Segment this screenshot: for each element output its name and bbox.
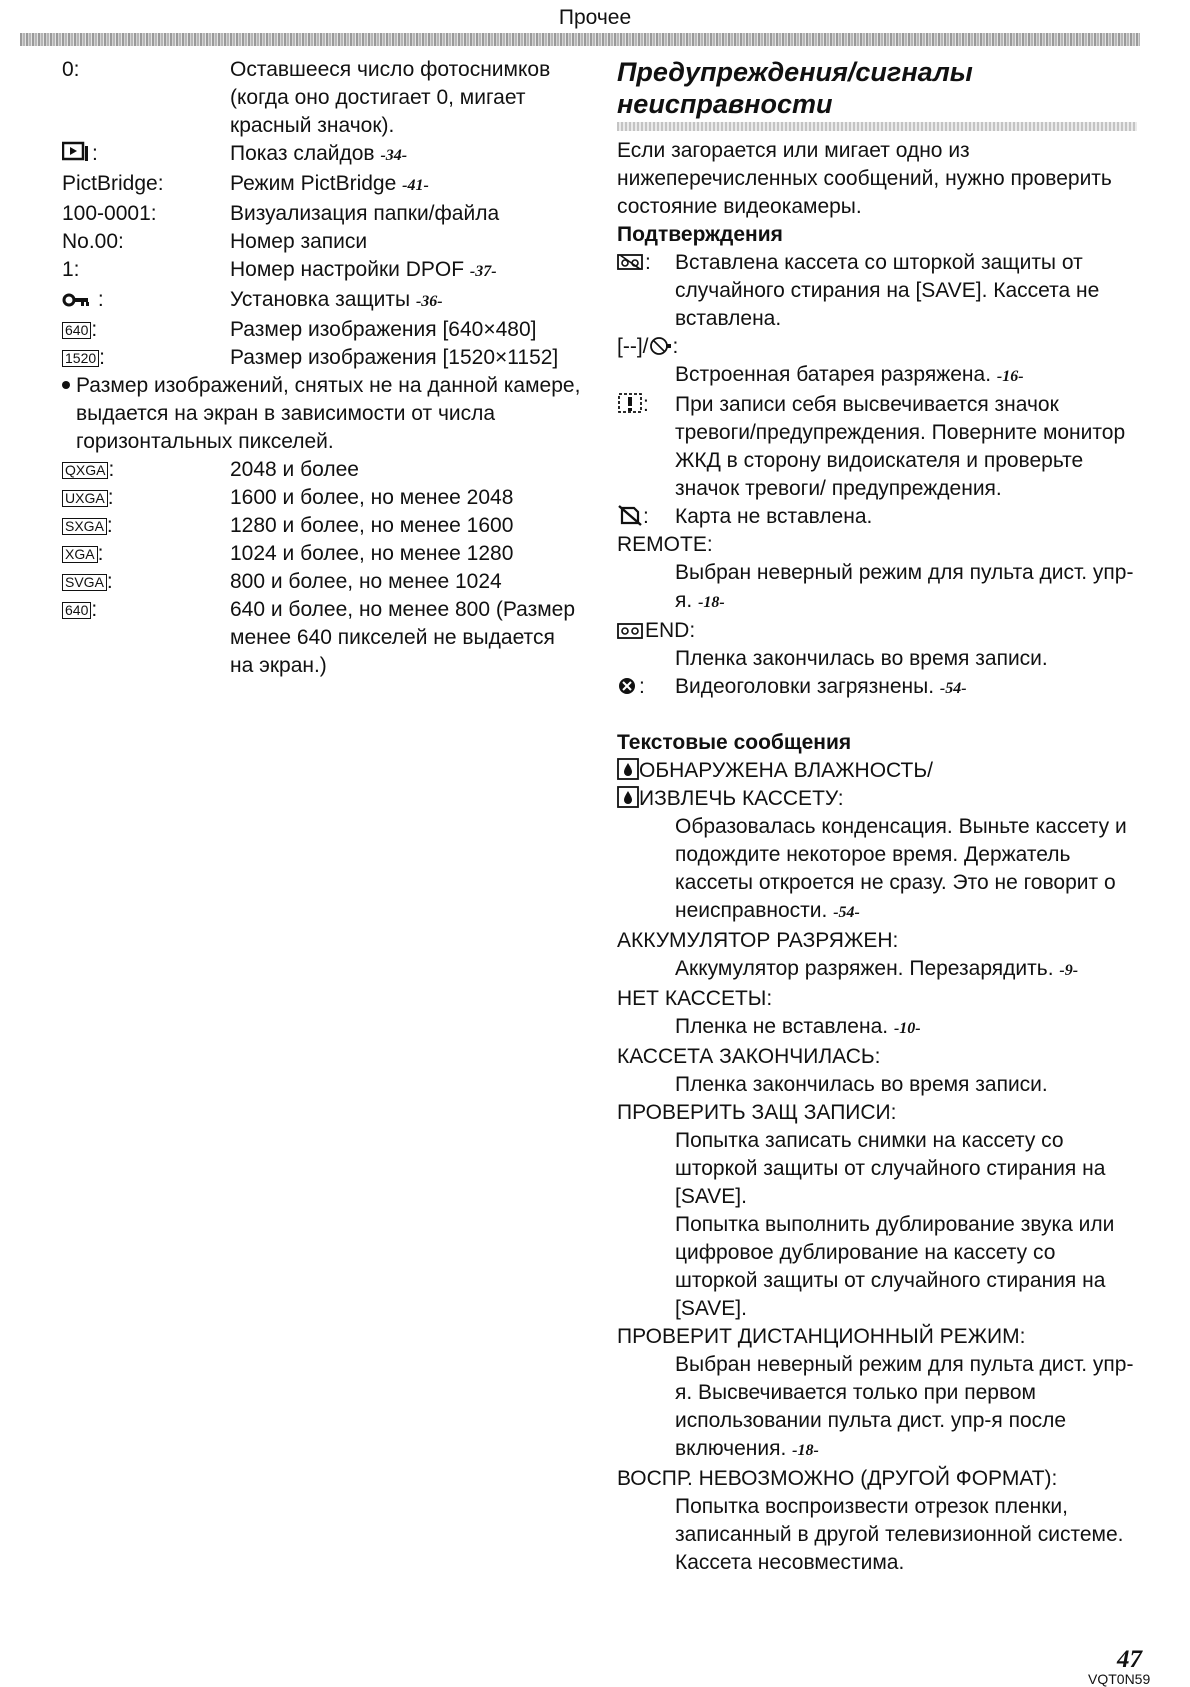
tape-icon — [617, 622, 645, 640]
list-item: : Вставлена кассета со шторкой защиты от случайного стирания на [SAVE]. Кассета не вставлена. — [617, 249, 1137, 333]
list-item: SXGA : 1280 и более, но менее 1600 — [62, 512, 582, 540]
list-item: АККУМУЛЯТОР РАЗРЯЖЕН: Аккумулятор разряжен. Перезарядить. -9- — [617, 929, 1079, 980]
list-item: END: Пленка закончилась во время записи. — [617, 617, 1137, 673]
warning-icon — [617, 392, 643, 414]
intro-paragraph: Если загорается или мигает одно из нижеперечисленных сообщений, нужно проверить состояние видеокамеры. — [617, 139, 1112, 218]
size-1520-icon: 1520 — [62, 350, 99, 367]
list-item: UXGA : 1600 и более, но менее 2048 — [62, 484, 582, 512]
xga-icon: XGA — [62, 546, 98, 563]
size-640-icon: 640 — [62, 602, 91, 619]
page-header-title: Прочее — [558, 6, 632, 29]
title-band — [617, 122, 1137, 131]
list-item: 640 : 640 и более, но менее 800 (Размер менее 640 пикселей не выдается на экран.) — [62, 596, 582, 680]
list-item: : Карта не вставлена. — [617, 503, 1137, 531]
list-item: 1: Номер настройки DPOF -37- — [62, 258, 497, 281]
confirm-heading: Подтверждения — [617, 223, 783, 246]
list-item: REMOTE: Выбран неверный режим для пульта дист. упр-я. -18- — [617, 533, 1134, 612]
list-item: 1520 : Размер изображения [1520×1152] — [62, 344, 582, 372]
section-title: Предупреждения/сигналы неисправности — [617, 57, 973, 119]
battery-warning-icon — [649, 336, 673, 356]
list-item: 100-0001: Визуализация папки/файла — [62, 202, 500, 225]
list-item: ПРОВЕРИТЬ ЗАЩ ЗАПИСИ: Попытка записать снимки на кассету со шторкой защиты от случайного стирания на [SAVE]. Попытка выполнить дублирование звука или цифровое дублирование на кассету со шторкой защиты от случайного стирания на [SAVE]. — [617, 1101, 1115, 1320]
list-item: ПРОВЕРИТ ДИСТАНЦИОННЫЙ РЕЖИМ: Выбран неверный режим для пульта дист. упр-я. Высвечивается только при первом использовании пульта дист. упр-я после включения. -18- — [617, 1325, 1134, 1460]
list-item: : Показ слайдов -34- — [62, 140, 582, 170]
key-icon — [62, 291, 92, 309]
svga-icon: SVGA — [62, 574, 107, 591]
header-band — [20, 33, 1140, 46]
humidity-icon — [617, 786, 639, 808]
list-item: : Видеоголовки загрязнены. -54- — [617, 673, 1137, 703]
list-item: : При записи себя высвечивается значок тревоги/предупреждения. Поверните монитор ЖКД в сторону видоискателя и проверьте значок тревоги/ предупреждения. — [617, 391, 1137, 503]
sxga-icon: SXGA — [62, 518, 107, 535]
document-code: VQT0N59 — [1088, 1671, 1151, 1687]
list-item: [--]/ : Встроенная батарея разряжена. -16- — [617, 335, 1024, 386]
size-640-icon: 640 — [62, 322, 91, 339]
list-item: ОБНАРУЖЕНА ВЛАЖНОСТЬ/ ИЗВЛЕЧЬ КАССЕТУ: Образовалась конденсация. Выньте кассету и подождите некоторое время. Держатель кассеты откроется не сразу. Это не говорит о неисправности. -54- — [617, 757, 1137, 927]
list-item: 640 : Размер изображения [640×480] — [62, 316, 582, 344]
uxga-icon: UXGA — [62, 490, 108, 507]
qxga-icon: QXGA — [62, 462, 108, 479]
list-item: 0: Оставшееся число фотоснимков (когда оно достигает 0, мигает красный значок). — [62, 58, 551, 137]
list-item: XGA : 1024 и более, но менее 1280 — [62, 540, 582, 568]
humidity-icon — [617, 758, 639, 780]
note-paragraph: Размер изображений, снятых не на данной камере, выдается на экран в зависимости от числа горизонтальных пикселей. — [62, 372, 582, 456]
no-card-icon — [617, 504, 643, 526]
list-item: No.00: Номер записи — [62, 230, 368, 253]
list-item: ВОСПР. НЕВОЗМОЖНО (ДРУГОЙ ФОРМАТ): Попытка воспроизвести отрезок пленки, записанный в другой телевизионной системе. Кассета несовместима. — [617, 1467, 1124, 1574]
slideshow-icon — [62, 141, 92, 163]
text-messages-heading: Текстовые сообщения — [617, 731, 852, 754]
list-item: КАССЕТА ЗАКОНЧИЛАСЬ: Пленка закончилась во время записи. — [617, 1045, 1048, 1096]
list-item: SVGA : 800 и более, но менее 1024 — [62, 568, 582, 596]
list-item: НЕТ КАССЕТЫ: Пленка не вставлена. -10- — [617, 987, 921, 1038]
right-column — [617, 56, 1137, 1577]
left-column — [62, 56, 582, 680]
list-item: : Установка защиты -36- — [62, 286, 582, 316]
head-clean-icon — [617, 676, 639, 696]
bullet-icon — [62, 381, 70, 389]
cassette-save-icon — [617, 252, 645, 272]
list-item: QXGA : 2048 и более — [62, 456, 582, 484]
page-number: 47 — [1117, 1646, 1142, 1673]
list-item: PictBridge: Режим PictBridge -41- — [62, 172, 429, 195]
